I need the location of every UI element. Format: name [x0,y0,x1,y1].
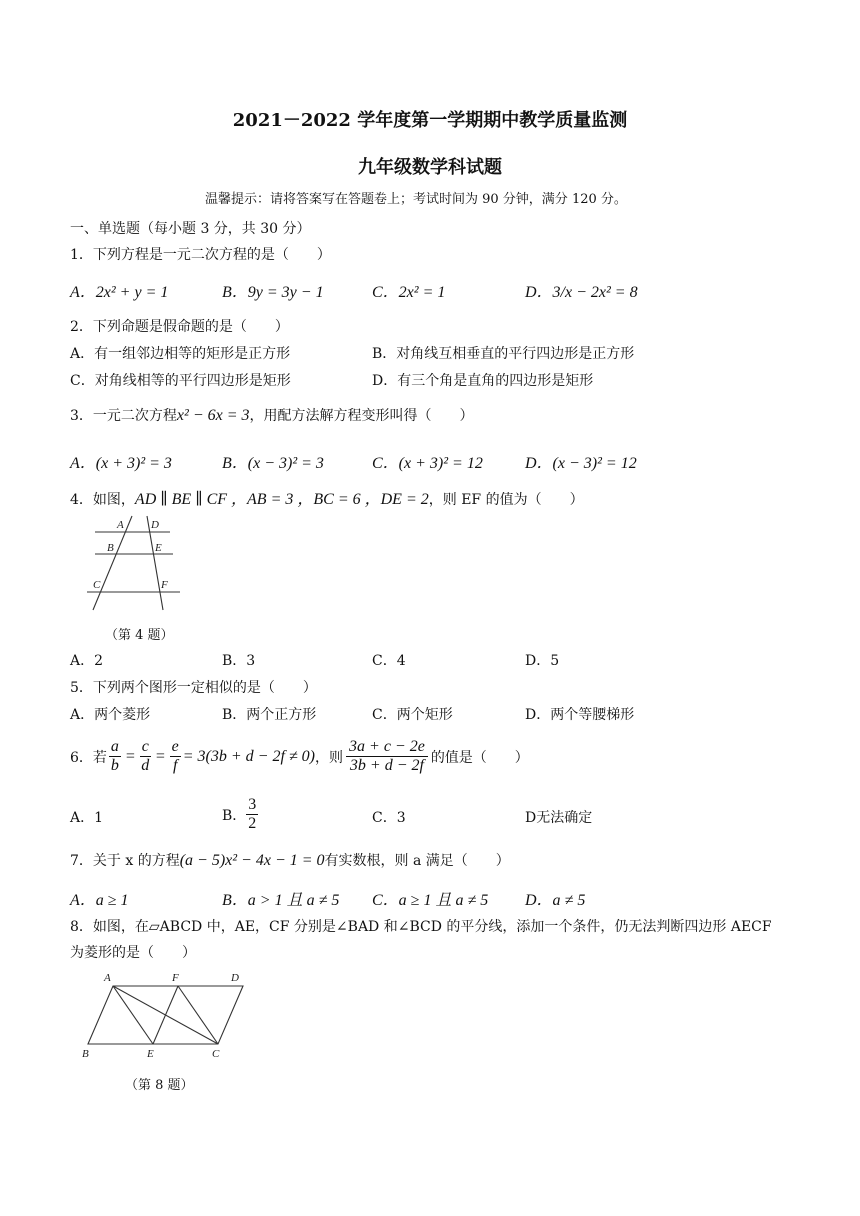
q4-label-a: A [117,519,124,531]
q7-stem [70,850,510,870]
q8-segment-fe [153,986,178,1044]
q7-option-d: D．a ≠ 5 [525,892,586,909]
q6-frac-f: f [172,757,178,774]
q3-option-a: A．(x + 3)² = 3 [70,455,172,472]
exam-title: 2021－2022 学年度第一学期期中教学质量监测 [232,110,628,131]
q3-stem-text-a: 3．一元二次方程 [70,408,177,424]
q1-stem: 1．下列方程是一元二次方程的是（ ） [70,247,331,263]
q4-figure [85,512,185,618]
q6-frac-e: e [171,738,179,755]
q1-option-a: A．2x² + y = 1 [70,284,169,301]
q2-option-d: D．有三个角是直角的四边形是矩形 [372,373,594,389]
q8-figure [78,966,258,1065]
q4-stem-text-b: ，则 EF 的值为（ ） [428,492,584,508]
q6-option-c: C．3 [372,810,406,826]
q6-frac-d: d [141,757,150,774]
q7-stem-text-b: 有实数根，则 a 满足（ ） [324,853,510,869]
section-heading: 一、单选题（每小题 3 分，共 30 分） [70,221,311,237]
q6-stem-text-c: 的值是（ ） [430,749,529,766]
q2-option-b: B．对角线互相垂直的平行四边形是正方形 [372,346,635,362]
q3-option-b: B．(x − 3)² = 3 [222,455,324,472]
q6-option-b [222,796,258,833]
q8-label-b: B [82,1048,89,1060]
q6-frac-b: b [110,757,119,774]
q6-stem: 6．若 $\frac{a}{b}$ = $\frac{c}{d}$ = $\frac{e}{f}$ = 3(3b + d − 2f ≠ 0) ，则 $\frac{3a + c - 2e}{3b + d - 2f}$ 的值是（ ） [70,738,529,774]
q5-option-a: A．两个菱形 [70,707,151,723]
q6-target-fraction [346,738,428,775]
q4-figure-caption: （第 4 题） [105,628,174,643]
q6-target-denominator: 3b + d − 2f [349,757,424,774]
q4-transversal-1 [93,516,132,610]
q4-option-c: C．4 [372,653,406,669]
q7-option-b: B．a > 1 且 a ≠ 5 [222,892,340,909]
q6-option-b-num: 3 [248,796,257,813]
q5-option-b: B．两个正方形 [222,707,317,723]
q4-label-f: F [161,579,168,591]
q8-label-c: C [212,1048,220,1060]
q7-stem-math: (a − 5)x² − 4x − 1 = 0 [179,852,325,869]
q7-option-a: A．a ≥ 1 [70,892,129,909]
q8-segment-ae [113,986,153,1044]
q6-frac-c: c [141,738,149,755]
exam-tip: 温馨提示：请将答案写在答题卷上；考试时间为 90 分钟，满分 120 分。 [205,192,627,207]
q1-option-c: C．2x² = 1 [372,284,446,301]
q8-label-a: A [104,972,111,984]
q6-target-numerator: 3a + c − 2e [346,738,428,757]
q4-option-a: A．2 [70,653,104,669]
q8-label-d: D [231,972,239,984]
q8-segment-fc [178,986,218,1044]
q7-option-c: C．a ≥ 1 且 a ≠ 5 [372,892,489,909]
q6-stem-text-a: 6．若 [70,749,107,766]
q6-fraction-cd [140,738,151,775]
exam-subtitle: 九年级数学科试题 [358,157,502,178]
q1-option-b: B．9y = 3y − 1 [222,284,324,301]
q2-option-a: A．有一组邻边相等的矩形是正方形 [70,346,291,362]
q4-label-c: C [93,579,101,591]
q6-option-b-den: 2 [248,815,257,832]
q8-figure-caption: （第 8 题） [125,1078,194,1093]
q8-stem-line1: 8．如图，在▱ABCD 中，AE，CF 分别是∠BAD 和∠BCD 的平分线，添加一个条件，仍无法判断四边形 AECF [70,919,772,935]
q4-label-b: B [107,542,114,554]
q5-option-c: C．两个矩形 [372,707,453,723]
q3-option-c: C．(x + 3)² = 12 [372,455,483,472]
q5-option-d: D．两个等腰梯形 [525,707,635,723]
q3-stem-math: x² − 6x = 3 [176,407,250,424]
q6-option-d: D无法确定 [525,810,593,826]
q6-option-b-fraction [246,796,258,833]
q3-stem-text-b: ，用配方法解方程变形叫得（ ） [249,408,474,424]
q4-stem [70,486,584,509]
q2-stem: 2．下列命题是假命题的是（ ） [70,319,289,335]
q6-frac-a: a [110,738,119,755]
q1-option-d: D．3/x − 2x² = 8 [525,284,638,301]
q8-stem-line2: 为菱形的是（ ） [70,945,196,961]
q6-fraction-ef [170,738,181,775]
q7-stem-text-a: 7．关于 x 的方程 [70,853,180,869]
q4-option-d: D．5 [525,653,560,669]
q6-stem-math: = 3(3b + d − 2f ≠ 0) [182,747,316,765]
q4-option-b: B．3 [222,653,256,669]
q6-option-b-label: B． [222,807,247,824]
q3-option-d: D．(x − 3)² = 12 [525,455,637,472]
q4-label-e: E [155,542,162,554]
q2-option-c: C．对角线相等的平行四边形是矩形 [70,373,291,389]
q4-stem-text-a: 4．如图， [70,492,135,508]
q8-label-e: E [147,1048,154,1060]
q6-option-a: A．1 [70,810,104,826]
q4-stem-math: AD ∥ BE ∥ CF ，AB = 3 ，BC = 6 ，DE = 2 [134,491,429,508]
q8-label-f: F [172,972,179,984]
q6-fraction-ab [109,738,121,775]
q6-stem-text-b: ，则 [315,749,344,766]
q3-stem [70,405,474,425]
q4-label-d: D [151,519,159,531]
q5-stem: 5．下列两个图形一定相似的是（ ） [70,680,317,696]
